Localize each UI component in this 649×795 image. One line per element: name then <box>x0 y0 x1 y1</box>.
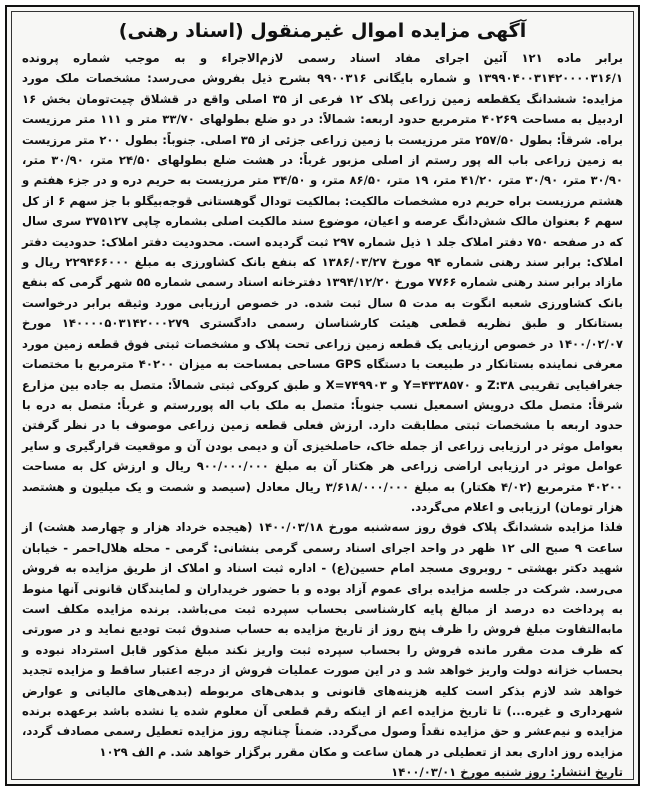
notice-body <box>11 11 634 780</box>
notice-frame <box>5 5 640 786</box>
publish-date: تاریخ انتشار: روز شنبه مورخ ۱۴۰۰/۰۳/۰۱ <box>391 765 623 780</box>
notice-paragraph-auction: فلذا مزایده ششدانگ پلاک فوق روز سه‌شنبه مورخ ۱۴۰۰/۰۳/۱۸ (هیجده خرداد هزار و چهارصد هشت) از ساعت ۹ صبح الی ۱۲ ظهر در واحد اجرای اسناد رسمی گرمی بنشانی: گرمی - محله هلال‌احمر - خیابان شهید دکتر بهشتی - روبروی مسجد امام حسین(ع) - اداره ثبت اسناد و املاک از طریق مزایده به فروش می‌رسد. شرکت در جلسه مزایده برای عموم آزاد بوده و با حضور خریداران و لمایندگان قانونی آنها منوط به پرداخت ده درصد از مبالغ پایه کارشناسی بحساب سپرده ثبت می‌باشد. برنده مزایده مکلف است مابه‌التفاوت مبلغ فروش را ظرف پنج روز از تاریخ مزایده به حساب صندوق ثبت تودیع نماید و در صورتی که ظرف مدت مقرر مانده فروش را بحساب سپرده ثبت واریز نکند مبلغ مذکور قابل استرداد نبوده و بحساب خزانه دولت واریز خواهد شد و در این صورت عملیات فروش از درجه اعتبار ساقط و مزایده تجدید خواهد شد لازم بذکر است کلیه هزینه‌های قانونی و بدهی‌های مربوطه (بدهی‌های مالیاتی و عوارض شهرداری و غیره...) تا تاریخ مزایده اعم از اینکه رقم قطعی آن معلوم شده یا نشده باشد برعهده برنده مزایده و نیم‌عشر و حق مزایده نقداً وصول می‌گردد. ضمناً چنانچه روز مزایده تعطیل رسمی مصادف گردد، مزایده روز اداری بعد از تعطیلی در همان ساعت و مکان مقرر برگزار خواهد شد. م الف ۱۰۲۹ <box>22 520 623 759</box>
notice-paragraph-property: برابر ماده ۱۲۱ آئین اجرای مفاد اسناد رسمی لازم‌الاجراء و به موجب شماره پرونده ۱۳۹۹۰۴۰۰۳۱۴۲۰۰۰۰۳۱۶/۱ و شماره بایگانی ۹۹۰۰۳۱۶ بشرح ذیل بفروش می‌رسد: مشخصات ملک مورد مزایده: ششدانگ یکقطعه زمین زراعی پلاک ۱۲ فرعی از ۳۵ اصلی واقع در قشلاق چیت‌تومان بخش ۱۶ اردبیل به مساحت ۴۰۲۶۹ مترمربع حدود اربعه: شمالاً: در دو ضلع بطولهای ۳۳/۷۰ متر و ۱۱۱ متر مرزیست براه. شرقاً: بطول ۲۵۷/۵۰ متر مرزیست با زمین زراعی جزئی از ۳۵ اصلی. جنوباً: بطول ۲۰۰ متر مرزیست به زمین زراعی باب اله پور رستم از اصلی مزبور غرباً: در هشت ضلع بطولهای ۲۴/۵۰ متر، ۳۰/۹۰ متر، ۳۰/۹۰ متر، ۳۰/۹۰ متر، ۴۱/۲۰ متر، ۱۹ متر، ۸۶/۵۰ متر، و ۳۴/۵۰ متر مرزیست به حریم دره و در جزء هفتم و هشتم مرزیست براه حریم دره مشخصات مالکیت: بمالکیت تودال گوهستانی قوجه‌بیگلو با جز سهم ۶ از کل سهم ۶ بعنوان مالک شش‌دانگ عرصه و اعیان، موضوع سند مالکیت اصلی بشماره چاپی ۳۷۵۱۲۷ سری سال که در صفحه ۷۵۰ دفتر املاک جلد ۱ ذیل شماره ۲۹۷ ثبت گردیده است. محدودیت دفتر املاک: حدودیت دفتر املاک: برابر سند رهنی شماره ۹۴ مورخ ۱۳۸۶/۰۳/۲۷ که بنفع بانک کشاورزی به مبلغ ۲۲۹۴۶۶۰۰۰ ریال و مازاد برابر سند رهنی شماره ۷۷۶۶ مورخ ۱۳۹۴/۱۲/۲۰ دفترخانه اسناد رسمی شماره ۵۵ شهر گرمی که بنفع بانک کشاورزی شعبه انگوت به مدت ۵ سال ثبت شده. در خصوص ارزیابی مورد وثیقه برابر درخواست بستانکار و طبق نظریه قطعی هیئت کارشناسان رسمی دادگستری ۱۴۰۰۰۰۵۰۳۱۴۲۰۰۰۲۷۹ مورخ ۱۴۰۰/۰۲/۰۷ در خصوص ارزیابی یک قطعه زمین زراعی تحت پلاک و مشخصات ثبتی فوق قطعه زمین مورد معرفی نماینده بستانکار در طبیعت با دستگاه GPS مساحی بمساحت به میزان ۴۰۲۰۰ مترمربع با مختصات جغرافیایی تقریبی Z:۳۸ و Y=۴۳۳۸۵۷۰ و X=۷۴۹۹۰۳ و طبق کروکی ثبتی شمالاً: متصل به جاده بین مزارع شرقاً: متصل ملک درویش اسمعیل نسب جنوباً: متصل به ملک باب اله پوررستم و غرباً: متصل به دره با حدود اربعه با مشخصات ثبتی مطابقت دارد. ارزش فعلی قطعه زمین زراعی موصوف با در نظر گرفتن بعوامل موثر در ارزیابی زراعی از جمله خاک، حاصلخیزی آن و دیمی بودن آن و موقعیت قرارگیری و سایر عوامل موثر در ارزیابی اراضی زراعی هر هکتار آن به مبلغ ۹۰۰/۰۰۰/۰۰۰ ریال و ارزش کل به مساحت ۴۰۲۰۰ مترمربع (۴/۰۲ هکتار) به مبلغ ۳/۶۱۸/۰۰۰/۰۰۰ ریال معادل (سیصد و شصت و یک میلیون و هشتصد هزار تومان) ارزیابی و اعلام می‌گردد. <box>22 51 624 514</box>
notice-title: آگهی مزایده اموال غیرمنقول (اسناد رهنی) <box>118 20 527 42</box>
